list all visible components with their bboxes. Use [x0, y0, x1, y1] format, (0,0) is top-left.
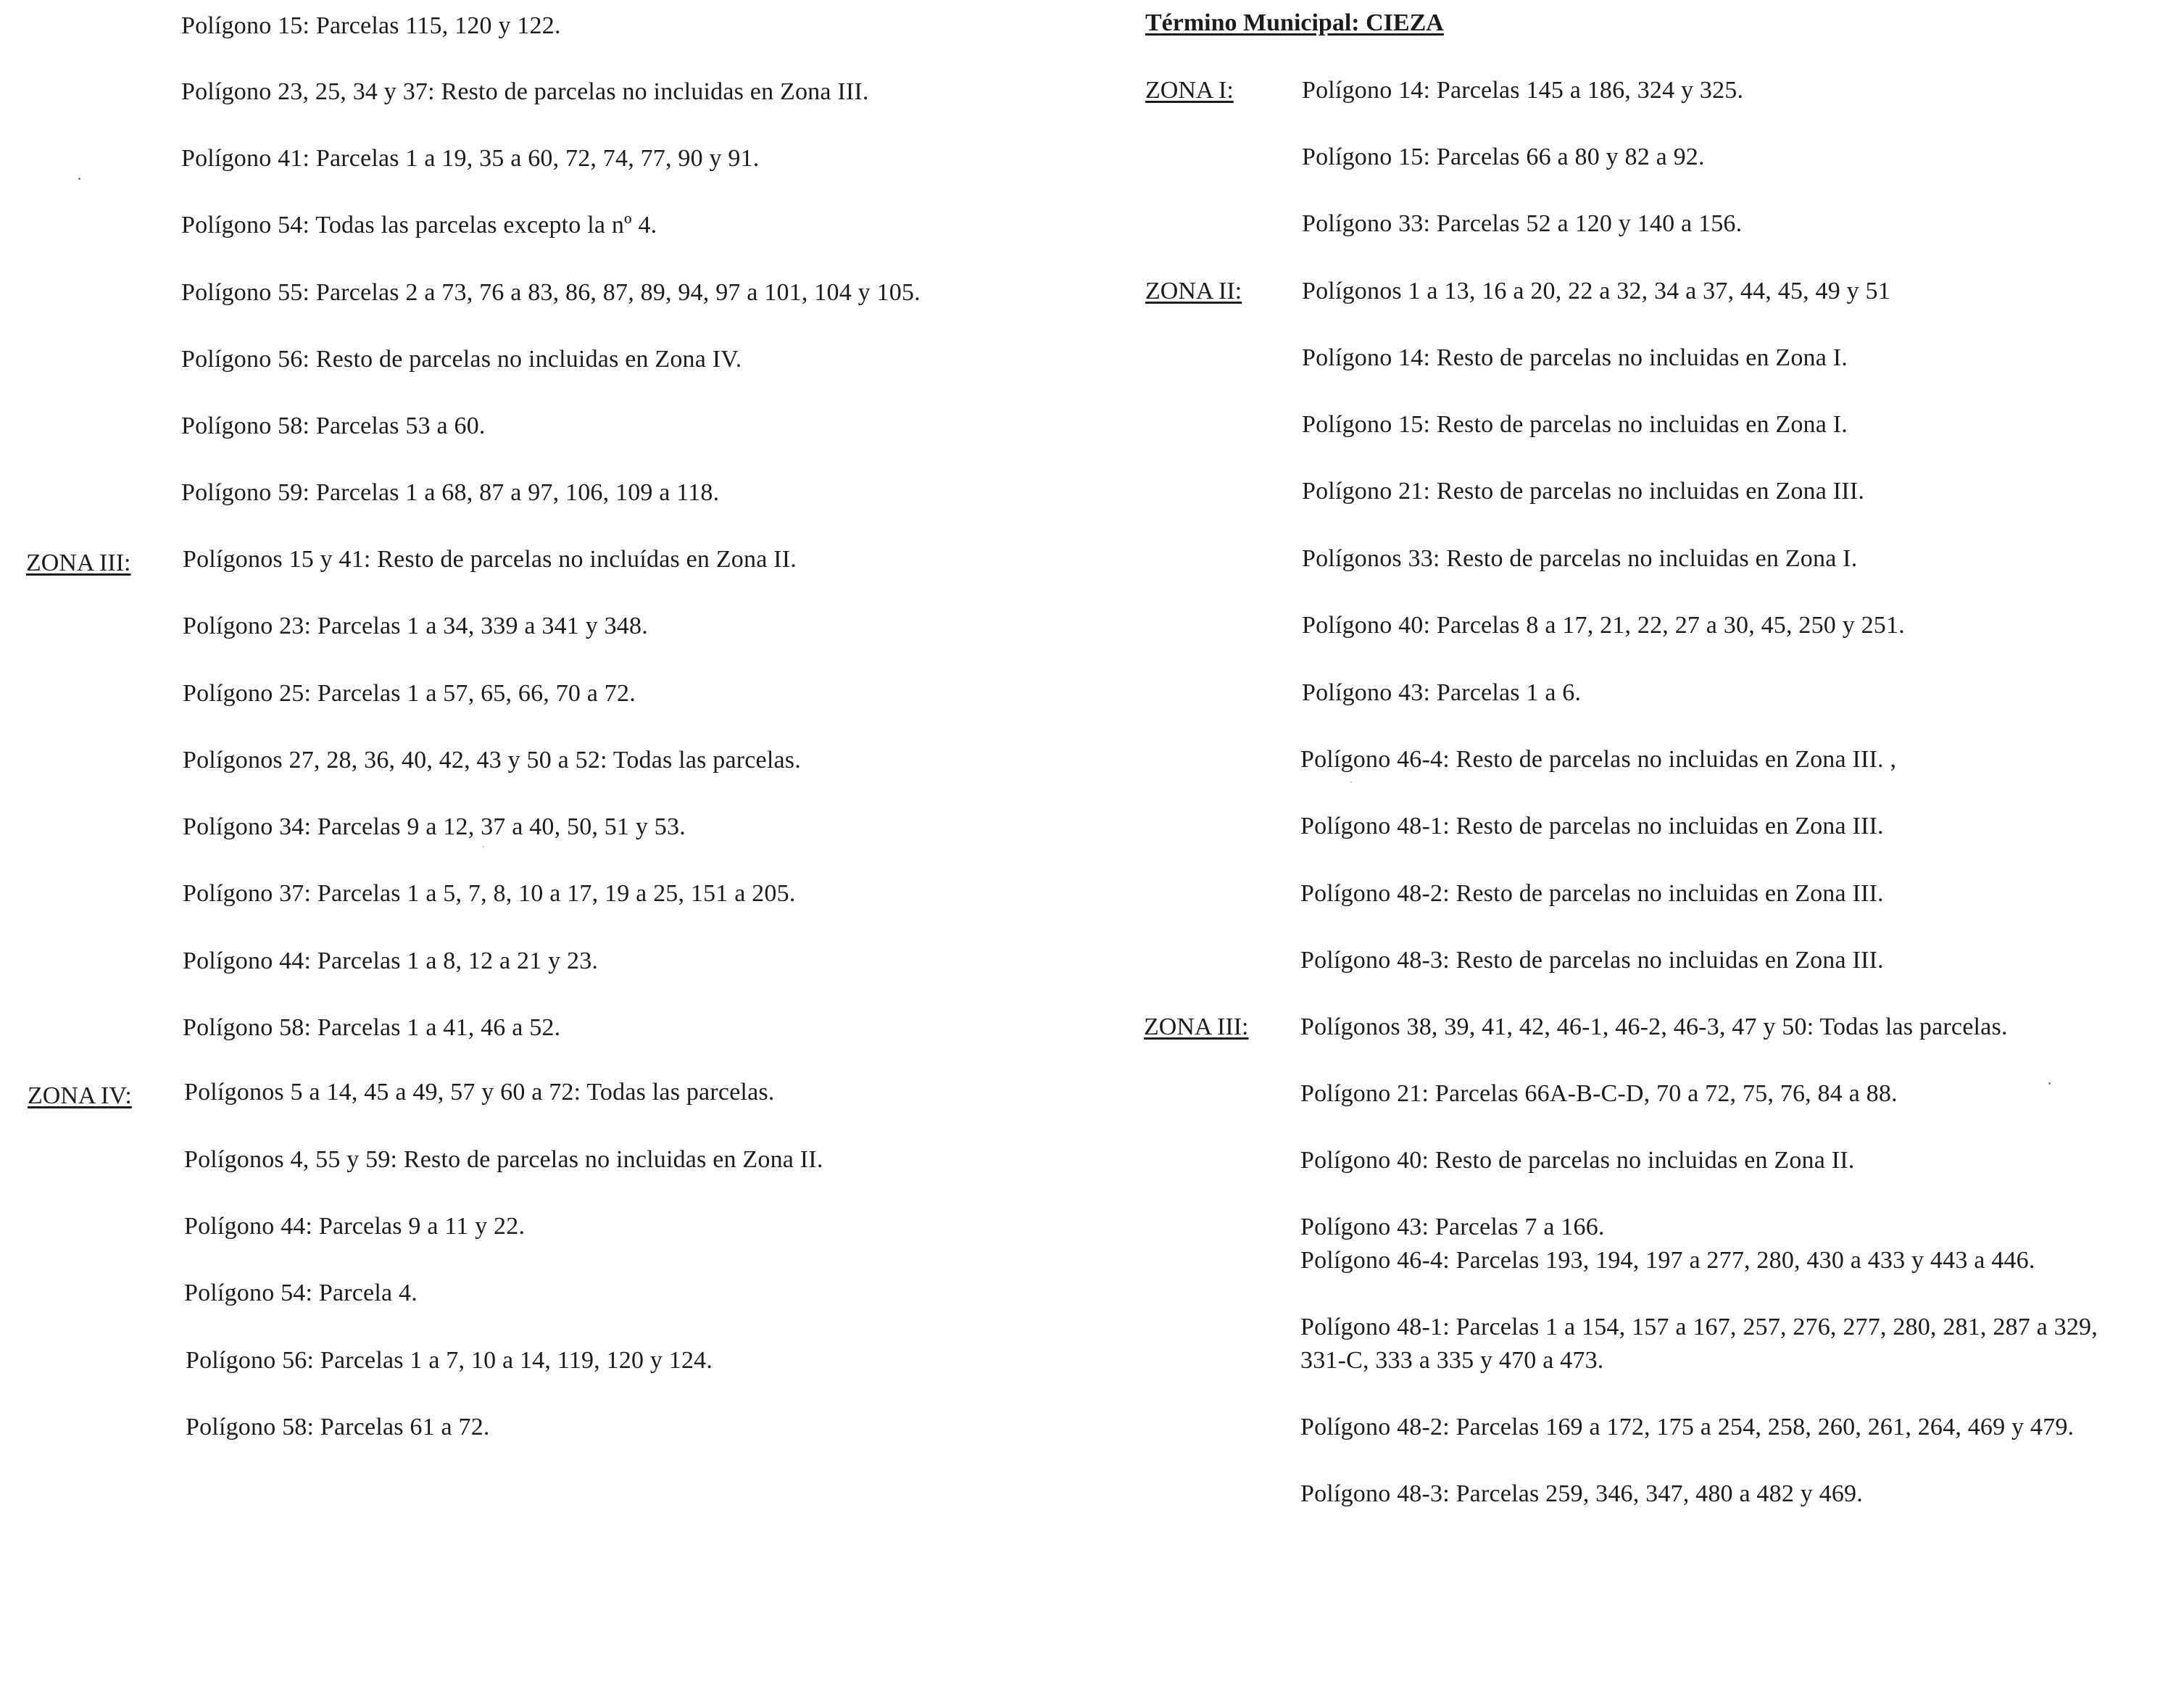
right-line-4: Polígonos 1 a 13, 16 a 20, 22 a 32, 34 a 37, 44, 45, 49 y 51 — [1302, 278, 1890, 304]
left-line-6: Polígono 56: Resto de parcelas no incluidas en Zona IV. — [181, 346, 742, 373]
right-line-15: Polígonos 38, 39, 41, 42, 46-1, 46-2, 46-3, 47 y 50: Todas las parcelas. — [1300, 1013, 2008, 1040]
zone-label-I-right: ZONA I: — [1145, 77, 1234, 104]
right-line-23: Polígono 48-3: Parcelas 259, 346, 347, 480 a 482 y 469. — [1300, 1480, 1863, 1507]
left-line-2: Polígono 23, 25, 34 y 37: Resto de parcelas no incluidas en Zona III. — [181, 78, 869, 105]
right-line-16: Polígono 21: Parcelas 66A-B-C-D, 70 a 72, 75, 76, 84 a 88. — [1300, 1080, 1898, 1107]
left-line-5: Polígono 55: Parcelas 2 a 73, 76 a 83, 86, 87, 89, 94, 97 a 101, 104 y 105. — [181, 279, 921, 306]
right-line-6: Polígono 15: Resto de parcelas no incluidas en Zona I. — [1302, 411, 1848, 438]
right-line-8: Polígonos 33: Resto de parcelas no incluidas en Zona I. — [1302, 545, 1858, 572]
left-line-8: Polígono 59: Parcelas 1 a 68, 87 a 97, 106, 109 a 118. — [181, 479, 720, 506]
municipality-heading: Término Municipal: CIEZA — [1145, 9, 1444, 36]
left-line-19: Polígono 44: Parcelas 9 a 11 y 22. — [184, 1213, 526, 1240]
zone-label-III-right: ZONA III: — [1144, 1013, 1249, 1040]
left-line-14: Polígono 37: Parcelas 1 a 5, 7, 8, 10 a 17, 19 a 25, 151 a 205. — [183, 880, 796, 907]
left-line-15: Polígono 44: Parcelas 1 a 8, 12 a 21 y 23. — [183, 948, 599, 974]
left-line-17: Polígonos 5 a 14, 45 a 49, 57 y 60 a 72: Todas las parcelas. — [184, 1079, 775, 1106]
left-line-3: Polígono 41: Parcelas 1 a 19, 35 a 60, 72, 74, 77, 90 y 91. — [181, 145, 760, 172]
left-line-18: Polígonos 4, 55 y 59: Resto de parcelas no incluidas en Zona II. — [184, 1146, 823, 1173]
right-line-7: Polígono 21: Resto de parcelas no incluidas en Zona III. — [1302, 478, 1865, 505]
right-line-22: Polígono 48-2: Parcelas 169 a 172, 175 a 254, 258, 260, 261, 264, 469 y 479. — [1300, 1414, 2075, 1440]
right-line-1: Polígono 14: Parcelas 145 a 186, 324 y 325. — [1302, 77, 1744, 104]
right-line-5: Polígono 14: Resto de parcelas no incluidas en Zona I. — [1302, 344, 1848, 371]
right-line-14: Polígono 48-3: Resto de parcelas no incluidas en Zona III. — [1300, 947, 1884, 974]
left-line-12: Polígonos 27, 28, 36, 40, 42, 43 y 50 a 52: Todas las parcelas. — [183, 747, 801, 774]
left-line-20: Polígono 54: Parcela 4. — [184, 1280, 418, 1306]
right-line-3: Polígono 33: Parcelas 52 a 120 y 140 a 156. — [1302, 210, 1743, 237]
left-line-22: Polígono 58: Parcelas 61 a 72. — [186, 1414, 490, 1440]
left-line-1: Polígono 15: Parcelas 115, 120 y 122. — [181, 12, 561, 39]
left-line-13: Polígono 34: Parcelas 9 a 12, 37 a 40, 50, 51 y 53. — [183, 813, 686, 840]
zone-label-II-right: ZONA II: — [1145, 278, 1242, 304]
left-line-4: Polígono 54: Todas las parcelas excepto la nº 4. — [181, 212, 657, 239]
left-line-10: Polígono 23: Parcelas 1 a 34, 339 a 341 y 348. — [183, 613, 648, 639]
left-line-9: Polígonos 15 y 41: Resto de parcelas no incluídas en Zona II. — [183, 546, 797, 573]
right-line-13: Polígono 48-2: Resto de parcelas no incluidas en Zona III. — [1300, 880, 1884, 907]
scan-speck — [2048, 1082, 2051, 1085]
right-line-11: Polígono 46-4: Resto de parcelas no incluidas en Zona III. , — [1300, 746, 1897, 773]
right-line-19: Polígono 46-4: Parcelas 193, 194, 197 a 277, 280, 430 a 433 y 443 a 446. — [1300, 1247, 2035, 1274]
right-line-9: Polígono 40: Parcelas 8 a 17, 21, 22, 27 a 30, 45, 250 y 251. — [1302, 612, 1905, 639]
right-line-20: Polígono 48-1: Parcelas 1 a 154, 157 a 167, 257, 276, 277, 280, 281, 287 a 329, — [1300, 1314, 2098, 1340]
scan-speck — [78, 178, 80, 180]
zone-label-III-left: ZONA III: — [26, 550, 131, 576]
left-line-7: Polígono 58: Parcelas 53 a 60. — [181, 412, 486, 439]
right-line-12: Polígono 48-1: Resto de parcelas no incluidas en Zona III. — [1300, 813, 1884, 839]
right-line-10: Polígono 43: Parcelas 1 a 6. — [1302, 679, 1582, 706]
left-line-21: Polígono 56: Parcelas 1 a 7, 10 a 14, 119, 120 y 124. — [186, 1347, 713, 1374]
right-line-17: Polígono 40: Resto de parcelas no incluidas en Zona II. — [1300, 1147, 1855, 1174]
scan-speck — [483, 846, 484, 847]
right-line-2: Polígono 15: Parcelas 66 a 80 y 82 a 92. — [1302, 144, 1705, 170]
right-line-18: Polígono 43: Parcelas 7 a 166. — [1300, 1214, 1605, 1240]
right-line-21: 331-C, 333 a 335 y 470 a 473. — [1300, 1347, 1604, 1374]
scan-speck — [1350, 781, 1352, 783]
left-line-16: Polígono 58: Parcelas 1 a 41, 46 a 52. — [183, 1014, 561, 1041]
zone-label-IV-left: ZONA IV: — [28, 1082, 132, 1109]
left-line-11: Polígono 25: Parcelas 1 a 57, 65, 66, 70 a 72. — [183, 680, 636, 707]
